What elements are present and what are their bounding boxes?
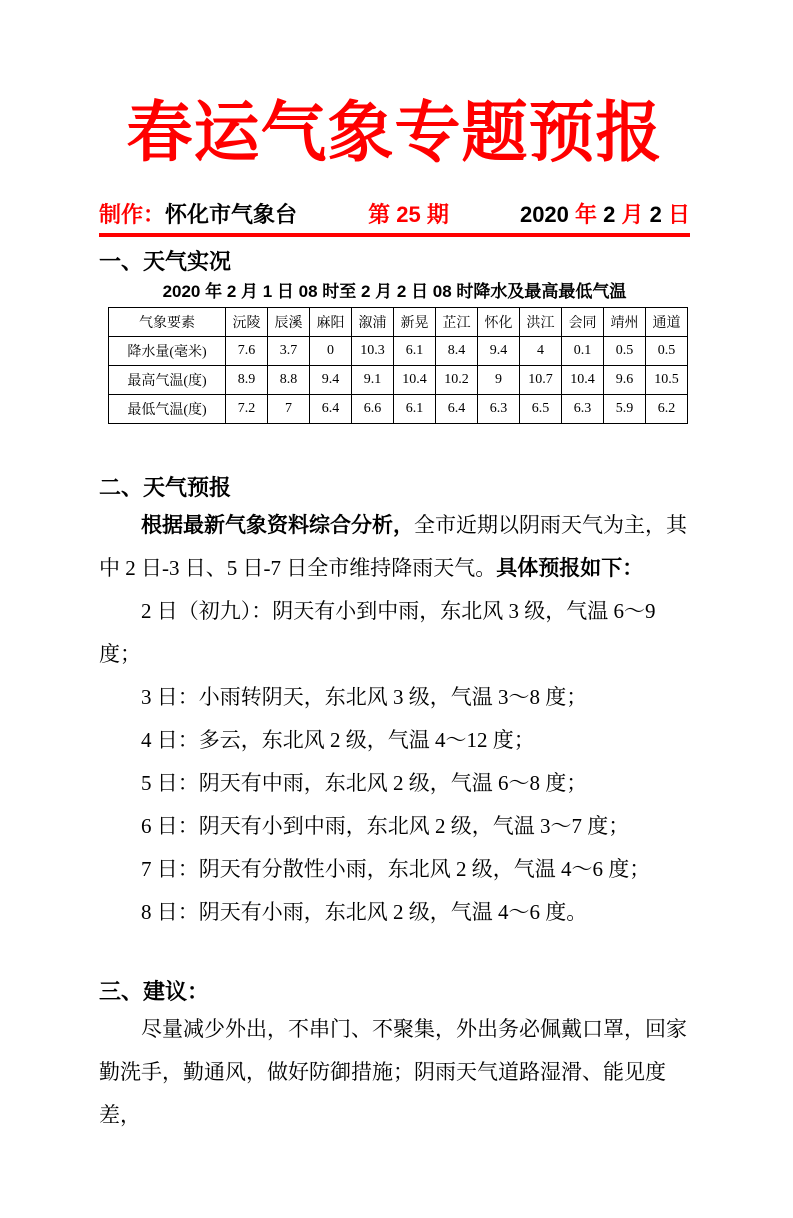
forecast-item: 4 日：多云，东北风 2 级，气温 4～12 度； [141,728,535,752]
table-header-station: 辰溪 [268,308,310,337]
table-header-station: 会同 [562,308,604,337]
date-part: 2 [649,202,662,227]
table-cell: 6.2 [646,395,688,424]
table-cell: 6.5 [520,395,562,424]
table-cell: 8.9 [226,366,268,395]
table-header-station: 麻阳 [310,308,352,337]
table-cell: 6.4 [436,395,478,424]
table-row [109,337,688,366]
table-header-station: 靖州 [604,308,646,337]
producer-label: 制作： [99,202,166,227]
header-divider [99,233,690,237]
table-cell: 8.4 [436,337,478,366]
document-title: 春运气象专题预报 [126,97,663,170]
table-cell: 9.4 [478,337,520,366]
table-cell: 6.1 [394,395,436,424]
forecast-item: 8 日：阴天有小雨，东北风 2 级，气温 4～6 度。 [141,900,588,924]
table-header-station: 怀化 [478,308,520,337]
table-cell: 8.8 [268,366,310,395]
table-cell: 0.1 [562,337,604,366]
date-part: 2020 [519,202,569,227]
table-cell: 10.5 [646,366,688,395]
table-cell: 9.4 [310,366,352,395]
date-part: 日 [661,202,690,227]
row-label: 最低气温(度) [109,395,226,424]
forecast-item: 6 日：阴天有小到中雨，东北风 2 级，气温 3～7 度； [141,814,630,838]
table-cell: 9 [478,366,520,395]
section2-heading: 二、天气预报 [99,475,232,500]
forecast-intro-paragraph [99,504,690,590]
table-cell: 10.4 [394,366,436,395]
table-cell: 10.3 [352,337,394,366]
weather-table-caption: 2020 年 2 月 1 日 08 时至 2 月 2 日 08 时降水及最高最低气温 [162,282,627,301]
issue-number: 第 25 期 [368,202,449,227]
table-row [109,395,688,424]
section1-heading: 一、天气实况 [99,249,232,274]
weather-table [108,307,688,424]
table-header-factor: 气象要素 [109,308,226,337]
section3-heading: 三、建议： [99,979,210,1004]
table-header-station: 芷江 [436,308,478,337]
issue-date [520,202,690,228]
table-cell: 7 [268,395,310,424]
table-cell: 10.4 [562,366,604,395]
table-header-station: 溆浦 [352,308,394,337]
table-cell: 6.6 [352,395,394,424]
forecast-intro-lead: 根据最新气象资料综合分析， [141,514,414,537]
table-cell: 0 [310,337,352,366]
table-header-station: 通道 [646,308,688,337]
table-header-station: 洪江 [520,308,562,337]
table-cell: 0.5 [604,337,646,366]
forecast-item: 3 日：小雨转阴天，东北风 3 级，气温 3～8 度； [141,685,588,709]
document-page [0,96,793,1218]
row-label: 最高气温(度) [109,366,226,395]
forecast-item: 5 日：阴天有中雨，东北风 2 级，气温 6～8 度； [141,771,588,795]
forecast-intro-body: 全市近期以阴雨天气为主，其中 2 日-3 日、5 日-7 日全市维持降雨天气。 [99,513,687,580]
row-label: 降水量(毫米) [109,337,226,366]
table-cell: 6.4 [310,395,352,424]
table-cell: 9.6 [604,366,646,395]
table-cell: 4 [520,337,562,366]
table-cell: 10.7 [520,366,562,395]
table-cell: 6.1 [394,337,436,366]
forecast-item: 7 日：阴天有分散性小雨，东北风 2 级，气温 4～6 度； [141,857,651,881]
table-cell: 7.2 [226,395,268,424]
table-cell: 5.9 [604,395,646,424]
date-part: 年 [568,202,604,227]
suggestion-paragraph: 尽量减少外出，不串门、不聚集，外出务必佩戴口罩，回家勤洗手，勤通风，做好防御措施；阴雨天气道路湿滑、能见度差， [99,1017,687,1127]
weather-table-header-row [109,308,688,337]
producer-value: 怀化市气象台 [165,202,298,227]
date-part: 月 [615,202,650,227]
table-row [109,366,688,395]
table-cell: 7.6 [226,337,268,366]
header-meta-row [99,202,690,228]
table-cell: 6.3 [562,395,604,424]
forecast-list [99,590,690,934]
forecast-intro-tail: 具体预报如下： [496,557,644,580]
table-cell: 9.1 [352,366,394,395]
table-header-station: 沅陵 [226,308,268,337]
table-cell: 0.5 [646,337,688,366]
table-cell: 6.3 [478,395,520,424]
table-cell: 10.2 [436,366,478,395]
forecast-item: 2 日（初九）：阴天有小到中雨，东北风 3 级，气温 6～9 度； [99,599,656,666]
table-cell: 3.7 [268,337,310,366]
producer [99,202,297,228]
date-part: 2 [603,202,616,227]
table-header-station: 新晃 [394,308,436,337]
